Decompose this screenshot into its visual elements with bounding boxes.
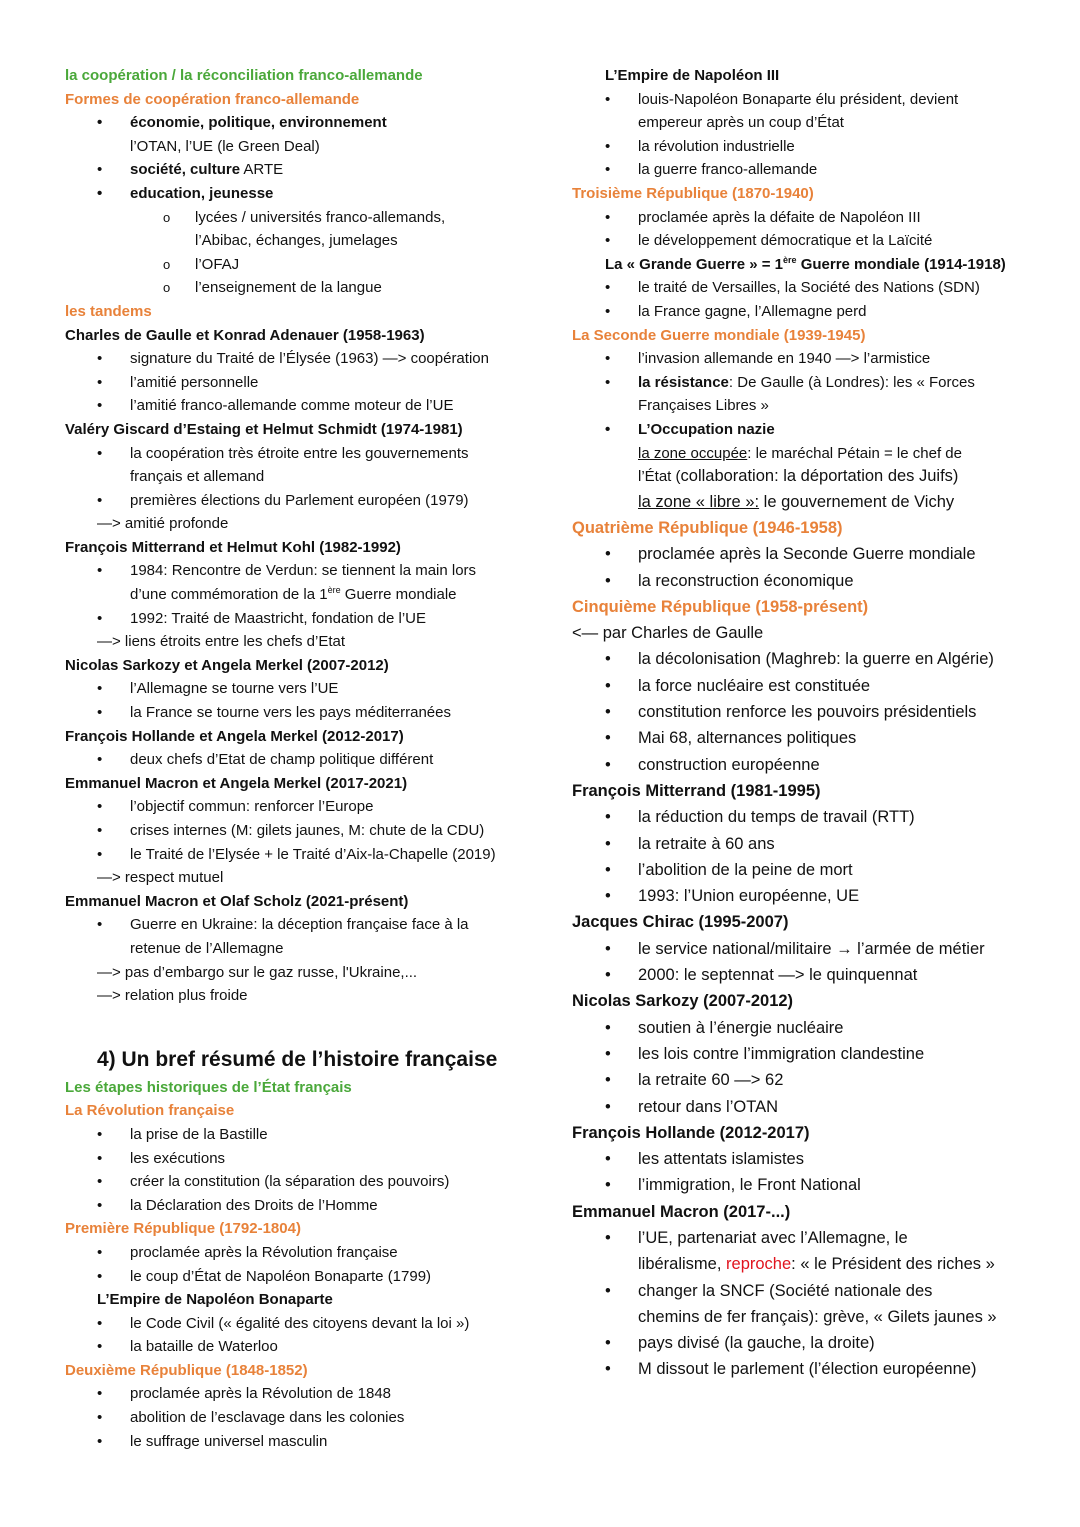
- list-item: • signature du Traité de l’Élysée (1963) —> coopération: [65, 347, 535, 371]
- text-part: Guerre mondiale: [340, 586, 457, 604]
- item-label: société, culture: [130, 161, 241, 179]
- list-item: • la guerre franco-allemande: [572, 158, 1042, 182]
- list-item: • louis-Napoléon Bonaparte élu président, devient: [572, 88, 1042, 112]
- list-item-continuation: chemins de fer français): grève, « Gilets jaunes »: [638, 1307, 997, 1326]
- list-item: • 2000: le septennat —> le quinquennat: [572, 962, 1042, 988]
- section-title: Les étapes historiques de l’État français: [65, 1078, 352, 1096]
- list-item: • M dissout le parlement (l’élection européenne): [572, 1356, 1042, 1382]
- list-item: • les attentats islamistes: [572, 1146, 1042, 1172]
- list-item: • l’objectif commun: renforcer l’Europe: [65, 795, 535, 819]
- underlined-term: la zone « libre »:: [638, 492, 760, 511]
- list-item: • la force nucléaire est constituée: [572, 673, 1042, 699]
- list-item: • l’immigration, le Front National: [572, 1172, 1042, 1198]
- text-part: Guerre mondiale (1914-1918): [796, 255, 1006, 273]
- list-item: • la France se tourne vers les pays méditerranées: [65, 701, 535, 725]
- list-item: • 1992: Traité de Maastricht, fondation de l’UE: [65, 607, 535, 631]
- list-item: • le Code Civil (« égalité des citoyens devant la loi »): [65, 1312, 535, 1336]
- arrow-note: —> liens étroits entre les chefs d’Etat: [97, 633, 346, 651]
- president-title: François Mitterrand (1981-1995): [572, 781, 821, 800]
- list-item: • abolition de l’esclavage dans les colonies: [65, 1406, 535, 1430]
- list-item: • l’Allemagne se tourne vers l’UE: [65, 677, 535, 701]
- list-item: • l’invasion allemande en 1940 —> l’armistice: [572, 347, 1042, 371]
- list-item-continuation: [65, 583, 535, 607]
- president-title: François Hollande (2012-2017): [572, 1123, 810, 1142]
- sub-list-item-continuation: l’Abibac, échanges, jumelages: [195, 232, 398, 250]
- text-part: La « Grande Guerre » = 1: [605, 255, 784, 273]
- list-item: • la retraite 60 —> 62: [572, 1067, 1042, 1093]
- highlighted-word: reproche: [726, 1255, 792, 1274]
- arrow-note: —> amitié profonde: [97, 515, 229, 533]
- list-item-continuation: l’OTAN, l’UE (le Green Deal): [130, 137, 320, 155]
- list-item: • changer la SNCF (Société nationale des: [572, 1278, 1042, 1304]
- list-item: • education, jeunesse: [65, 182, 535, 206]
- item-text: ARTE: [240, 161, 284, 179]
- list-item: • la réduction du temps de travail (RTT): [572, 804, 1042, 830]
- list-item: • L’Occupation nazie: [572, 418, 1042, 442]
- list-item-continuation: empereur après un coup d’État: [638, 114, 844, 132]
- list-item: • le Traité de l’Elysée + le Traité d’Aix-la-Chapelle (2019): [65, 843, 535, 867]
- list-item: • le traité de Versailles, la Société des Nations (SDN): [572, 276, 1042, 300]
- sub-period-title: [572, 253, 1042, 277]
- sub-list-item: o l’enseignement de la langue: [65, 276, 535, 300]
- list-item: [65, 158, 535, 182]
- list-item: • l’UE, partenariat avec l’Allemagne, le: [572, 1225, 1042, 1251]
- list-item: • construction européenne: [572, 752, 1042, 778]
- president-title: Emmanuel Macron (2017-...): [572, 1202, 791, 1221]
- sub-period-title: L’Empire de Napoléon III: [605, 67, 780, 84]
- right-column: [572, 64, 1042, 1383]
- list-item: • la France gagne, l’Allemagne perd: [572, 300, 1042, 324]
- list-item: • l’abolition de la peine de mort: [572, 857, 1042, 883]
- subsection-title: les tandems: [65, 302, 152, 320]
- arrow-note: —> relation plus froide: [97, 987, 248, 1005]
- list-item: • le service national/militaire → l’armée de métier: [572, 936, 1042, 962]
- superscript: ère: [783, 254, 797, 265]
- list-item: • la prise de la Bastille: [65, 1123, 535, 1147]
- superscript: ère: [327, 585, 341, 596]
- period-title: La Seconde Guerre mondiale (1939-1945): [572, 326, 866, 344]
- list-item: • économie, politique, environnement: [65, 111, 535, 135]
- item-text: : « le Président des riches »: [791, 1255, 995, 1274]
- underlined-term: la zone occupée: [638, 444, 748, 462]
- list-item: • créer la constitution (la séparation des pouvoirs): [65, 1170, 535, 1194]
- item-text: l’État (: [638, 468, 681, 486]
- sub-period-title: L’Empire de Napoléon Bonaparte: [97, 1291, 333, 1309]
- list-item: • le coup d’État de Napoléon Bonaparte (1799): [65, 1265, 535, 1289]
- sub-list-item: o lycées / universités franco-allemands,: [65, 206, 535, 230]
- list-item: • la bataille de Waterloo: [65, 1335, 535, 1359]
- section-title: la coopération / la réconciliation franco-allemande: [65, 67, 423, 84]
- list-item: • deux chefs d’Etat de champ politique différent: [65, 748, 535, 772]
- list-item: • l’amitié franco-allemande comme moteur de l’UE: [65, 394, 535, 418]
- list-item: • proclamée après la Révolution française: [65, 1241, 535, 1265]
- list-item: • la Déclaration des Droits de l’Homme: [65, 1194, 535, 1218]
- text-part: d’une commémoration de la 1: [130, 586, 328, 604]
- list-item: • Guerre en Ukraine: la déception française face à la: [65, 913, 535, 937]
- list-item: • constitution renforce les pouvoirs présidentiels: [572, 699, 1042, 725]
- list-item-continuation: [572, 489, 1042, 515]
- list-item-continuation: [572, 442, 1042, 466]
- period-title: La Révolution française: [65, 1102, 235, 1120]
- list-item: • pays divisé (la gauche, la droite): [572, 1330, 1042, 1356]
- period-title: Quatrième République (1946-1958): [572, 518, 843, 537]
- list-item: • la coopération très étroite entre les gouvernements: [65, 442, 535, 466]
- list-item: • Mai 68, alternances politiques: [572, 725, 1042, 751]
- item-text: le gouvernement de Vichy: [759, 492, 955, 511]
- list-item: [572, 371, 1042, 395]
- period-title: Première République (1792-1804): [65, 1220, 301, 1238]
- list-item: • proclamée après la Seconde Guerre mondiale: [572, 541, 1042, 567]
- list-item-continuation: français et allemand: [130, 468, 265, 486]
- tandem-title: Charles de Gaulle et Konrad Adenauer (1958-1963): [65, 326, 425, 344]
- list-item-continuation: retenue de l’Allemagne: [130, 939, 284, 957]
- arrow-note: —> respect mutuel: [97, 869, 224, 887]
- item-label: la résistance: [638, 373, 729, 391]
- tandem-title: Nicolas Sarkozy et Angela Merkel (2007-2012): [65, 656, 389, 674]
- tandem-title: François Mitterrand et Helmut Kohl (1982-1992): [65, 538, 401, 556]
- tandem-title: Emmanuel Macron et Angela Merkel (2017-2021): [65, 774, 408, 792]
- item-text: collaboration: la déportation des Juifs): [680, 467, 959, 486]
- item-text: : De Gaulle (à Londres): les « Forces: [728, 373, 975, 391]
- period-title: Deuxième République (1848-1852): [65, 1361, 308, 1379]
- arrow-note: —> pas d’embargo sur le gaz russe, l'Ukraine,...: [97, 963, 418, 981]
- sub-list-item: o l’OFAJ: [65, 253, 535, 277]
- tandem-title: Emmanuel Macron et Olaf Scholz (2021-présent): [65, 892, 409, 910]
- list-item: • les exécutions: [65, 1147, 535, 1171]
- item-text: libéralisme,: [638, 1255, 727, 1274]
- list-item: • crises internes (M: gilets jaunes, M: chute de la CDU): [65, 819, 535, 843]
- list-item: • 1984: Rencontre de Verdun: se tiennent la main lors: [65, 559, 535, 583]
- list-item: • 1993: l’Union européenne, UE: [572, 883, 1042, 909]
- list-item-continuation: Françaises Libres »: [638, 397, 769, 415]
- president-title: Jacques Chirac (1995-2007): [572, 913, 789, 932]
- list-item-continuation: [572, 465, 1042, 489]
- list-item: • la reconstruction économique: [572, 568, 1042, 594]
- list-item: • la révolution industrielle: [572, 135, 1042, 159]
- list-item: • la retraite à 60 ans: [572, 831, 1042, 857]
- list-item: • retour dans l’OTAN: [572, 1094, 1042, 1120]
- list-item: • le suffrage universel masculin: [65, 1430, 535, 1454]
- left-column: [65, 64, 535, 1453]
- president-title: Nicolas Sarkozy (2007-2012): [572, 992, 794, 1011]
- tandem-title: Valéry Giscard d’Estaing et Helmut Schmidt (1974-1981): [65, 420, 463, 438]
- section-heading: 4) Un bref résumé de l’histoire française: [97, 1047, 498, 1071]
- list-item: • les lois contre l’immigration clandestine: [572, 1041, 1042, 1067]
- tandem-title: François Hollande et Angela Merkel (2012-2017): [65, 727, 404, 745]
- subsection-title: Formes de coopération franco-allemande: [65, 90, 360, 108]
- list-item: • le développement démocratique et la Laïcité: [572, 229, 1042, 253]
- list-item: • premières élections du Parlement européen (1979): [65, 489, 535, 513]
- item-text: : le maréchal Pétain = le chef de: [747, 444, 962, 462]
- list-item: • la décolonisation (Maghreb: la guerre en Algérie): [572, 646, 1042, 672]
- list-item-continuation: [572, 1251, 1042, 1277]
- arrow-note: <— par Charles de Gaulle: [572, 624, 764, 643]
- period-title: Cinquième République (1958-présent): [572, 597, 869, 616]
- list-item: • proclamée après la Révolution de 1848: [65, 1382, 535, 1406]
- period-title: Troisième République (1870-1940): [572, 184, 814, 202]
- list-item: • proclamée après la défaite de Napoléon III: [572, 206, 1042, 230]
- list-item: • l’amitié personnelle: [65, 371, 535, 395]
- list-item: • soutien à l’énergie nucléaire: [572, 1015, 1042, 1041]
